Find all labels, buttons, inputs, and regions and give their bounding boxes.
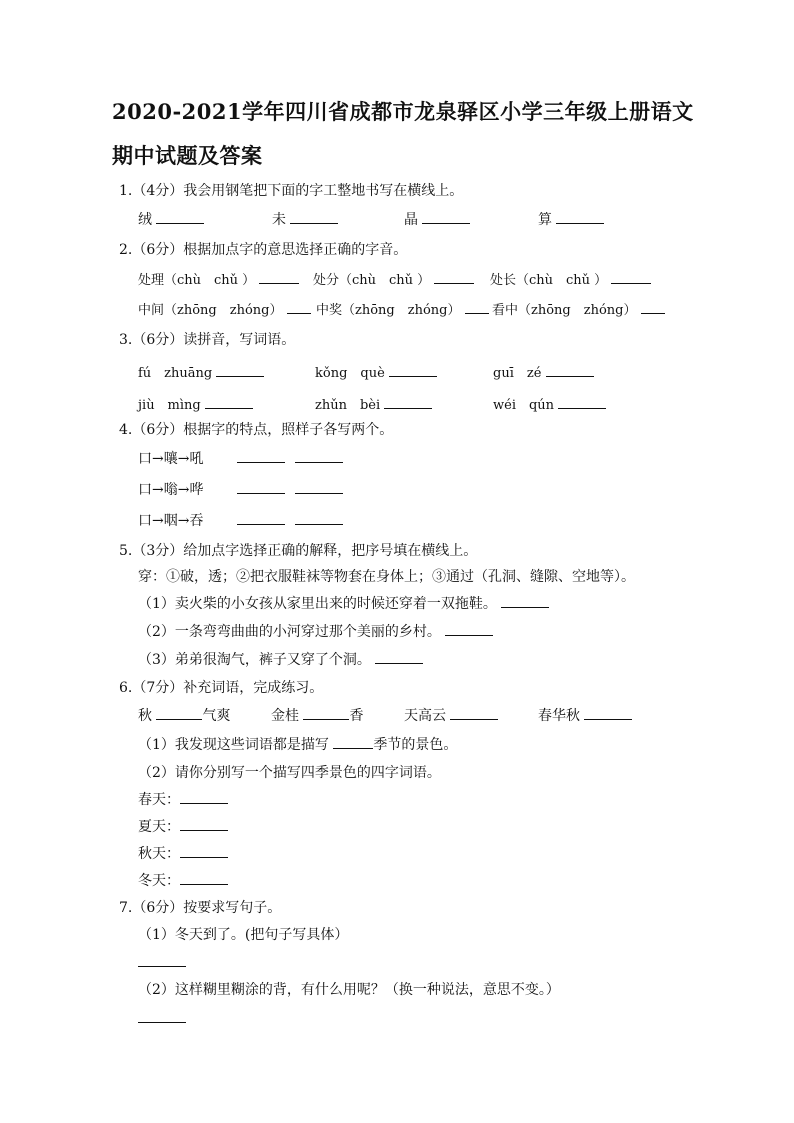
q6-sub1: （1）我发现这些词语都是描写 季节的景色。 [138, 734, 457, 754]
q7-answer-line [138, 1008, 186, 1027]
q2-item: 中间（zhōng zhóng） [138, 299, 311, 318]
q2-item: 处长（chù chǔ ） [490, 269, 651, 288]
season-line: 秋天： [138, 843, 228, 863]
question-2-heading: 2.（6分）根据加点字的意思选择正确的字音。 [119, 242, 408, 258]
q5-item: （3）弟弟很淘气，裤子又穿了个洞。 [138, 649, 423, 669]
question-4-heading: 4.（6分）根据字的特点，照样子各写两个。 [119, 422, 394, 438]
q4-example: 口→嚷→吼 [138, 451, 204, 467]
season-line: 春天： [138, 789, 228, 809]
q2-item: 中奖（zhōng zhóng） [316, 299, 489, 318]
pinyin: jiù mìng [138, 398, 201, 413]
answer-blank[interactable] [295, 510, 343, 525]
q1-item [538, 209, 604, 229]
q2-item: 处分（chù chǔ ） [313, 269, 474, 288]
q5-definition: 穿：①破，透；②把衣服鞋袜等物套在身体上；③通过（孔洞、缝隙、空地等）。 [138, 569, 635, 585]
page-title: 2020-2021学年四川省成都市龙泉驿区小学三年级上册语文 [112, 99, 694, 124]
answer-blank[interactable] [237, 448, 285, 463]
answer-blank[interactable] [558, 394, 606, 409]
answer-blank[interactable] [611, 269, 651, 284]
q1-char: 算 [538, 212, 552, 228]
q1-item [138, 209, 204, 229]
answer-blank[interactable] [290, 209, 338, 224]
answer-blank[interactable] [450, 705, 498, 720]
answer-blank[interactable] [333, 734, 373, 749]
answer-blank[interactable] [389, 362, 437, 377]
q5-item: （1）卖火柴的小女孩从家里出来的时候还穿着一双拖鞋。 [138, 593, 549, 613]
q1-char: 晶 [404, 212, 418, 228]
q1-item [272, 209, 338, 229]
question-3-heading: 3.（6分）读拼音，写词语。 [119, 332, 296, 348]
question-7-heading: 7.（6分）按要求写句子。 [119, 900, 282, 916]
q6-sub2: （2）请你分别写一个描写四季景色的四字词语。 [138, 765, 441, 781]
q6-word: 天高云 [404, 705, 498, 725]
pinyin: kǒng què [315, 366, 385, 381]
answer-blank[interactable] [216, 362, 264, 377]
answer-blank[interactable] [434, 269, 474, 284]
answer-blank[interactable] [138, 1008, 186, 1023]
pinyin: fú zhuāng [138, 366, 213, 381]
q7-answer-line [138, 952, 186, 971]
q6-word: 秋 气爽 [138, 705, 230, 725]
pinyin: guī zé [493, 366, 542, 381]
answer-blank[interactable] [156, 705, 202, 720]
answer-blank[interactable] [205, 394, 253, 409]
q2-item: 看中（zhōng zhóng） [492, 299, 665, 318]
season-line: 夏天： [138, 816, 228, 836]
q1-char: 绒 [138, 212, 152, 228]
q5-item: （2）一条弯弯曲曲的小河穿过那个美丽的乡村。 [138, 621, 493, 641]
q3-item [493, 394, 606, 413]
answer-blank[interactable] [375, 649, 423, 664]
answer-blank[interactable] [546, 362, 594, 377]
answer-blank[interactable] [465, 299, 489, 314]
q4-example: 口→嗡→哗 [138, 482, 204, 498]
answer-blank[interactable] [138, 952, 186, 967]
q3-item [315, 362, 437, 381]
question-5-heading: 5.（3分）给加点字选择正确的解释，把序号填在横线上。 [119, 543, 478, 559]
answer-blank[interactable] [556, 209, 604, 224]
answer-blank[interactable] [180, 843, 228, 858]
answer-blank[interactable] [295, 448, 343, 463]
answer-blank[interactable] [445, 621, 493, 636]
q6-word: 金桂 香 [271, 705, 363, 725]
q1-char: 未 [272, 212, 286, 228]
q6-word: 春华秋 [538, 705, 632, 725]
answer-blank[interactable] [287, 299, 311, 314]
answer-blank[interactable] [237, 510, 285, 525]
q1-item [404, 209, 470, 229]
answer-blank[interactable] [180, 870, 228, 885]
answer-blank[interactable] [259, 269, 299, 284]
q4-blanks [237, 448, 343, 467]
q4-blanks [237, 510, 343, 529]
page-title-line2: 期中试题及答案 [112, 143, 263, 168]
question-1-heading: 1.（4分）我会用钢笔把下面的字工整地书写在横线上。 [119, 183, 464, 199]
q7-sub1: （1）冬天到了。(把句子写具体） [138, 927, 349, 943]
q4-example: 口→咽→吞 [138, 513, 204, 529]
season-line: 冬天： [138, 870, 228, 890]
answer-blank[interactable] [384, 394, 432, 409]
answer-blank[interactable] [422, 209, 470, 224]
answer-blank[interactable] [180, 816, 228, 831]
answer-blank[interactable] [156, 209, 204, 224]
q7-sub2: （2）这样糊里糊涂的背，有什么用呢？（换一种说法，意思不变。） [138, 982, 560, 998]
q4-blanks [237, 479, 343, 498]
answer-blank[interactable] [584, 705, 632, 720]
q3-item [493, 362, 594, 381]
q2-item: 处理（chù chǔ ） [138, 269, 299, 288]
q3-item [138, 394, 253, 413]
answer-blank[interactable] [180, 789, 228, 804]
answer-blank[interactable] [501, 593, 549, 608]
answer-blank[interactable] [295, 479, 343, 494]
answer-blank[interactable] [237, 479, 285, 494]
answer-blank[interactable] [641, 299, 665, 314]
q3-item [315, 394, 432, 413]
q3-item [138, 362, 264, 381]
answer-blank[interactable] [303, 705, 349, 720]
question-6-heading: 6.（7分）补充词语，完成练习。 [119, 680, 324, 696]
pinyin: zhǔn bèi [315, 398, 381, 413]
pinyin: wéi qún [493, 398, 555, 413]
